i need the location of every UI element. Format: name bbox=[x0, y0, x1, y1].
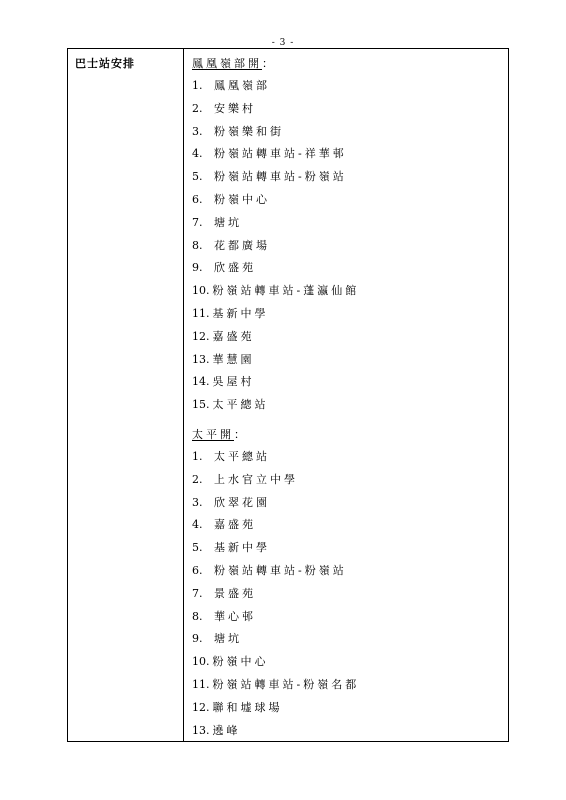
list-item bbox=[192, 326, 502, 349]
stop-number: 1. bbox=[192, 449, 203, 463]
stop-name: 欣翠花園 bbox=[214, 495, 270, 509]
stop-name: 粉嶺站轉車站-祥華邨 bbox=[214, 147, 347, 161]
stop-name: 嘉盛苑 bbox=[212, 329, 255, 343]
stop-name: 花都廣場 bbox=[214, 238, 270, 252]
stop-number: 10. bbox=[192, 284, 210, 298]
stop-name: 粉嶺中心 bbox=[214, 192, 270, 206]
stop-number: 13. bbox=[192, 723, 210, 737]
stop-number: 14. bbox=[192, 375, 210, 389]
list-item bbox=[192, 446, 502, 469]
route-list bbox=[192, 55, 502, 742]
list-item bbox=[192, 606, 502, 629]
stop-number: 9. bbox=[192, 632, 203, 646]
column-divider bbox=[183, 49, 184, 741]
stop-name: 太平總站 bbox=[214, 449, 270, 463]
stop-number: 11. bbox=[192, 677, 210, 691]
section-title-colon: ： bbox=[234, 427, 248, 441]
stop-number: 4. bbox=[192, 518, 203, 532]
stop-name: 基新中學 bbox=[212, 306, 269, 320]
stop-number: 3. bbox=[192, 495, 203, 509]
section-title-tai-ping bbox=[192, 426, 502, 443]
stop-number: 8. bbox=[192, 609, 203, 623]
section-title-fung-wong bbox=[192, 55, 502, 72]
page-number: - 3 - bbox=[271, 38, 295, 48]
stop-name: 聯和墟球場 bbox=[212, 700, 283, 714]
stop-name: 粉嶺站轉車站-蓬瀛仙館 bbox=[212, 284, 360, 298]
section-title-colon: ： bbox=[262, 57, 276, 70]
stop-name: 基新中學 bbox=[214, 541, 270, 555]
section-spacer bbox=[192, 417, 502, 426]
stop-name: 粉嶺站轉車站-粉嶺名都 bbox=[212, 677, 360, 691]
list-item bbox=[192, 189, 502, 212]
list-item bbox=[192, 75, 502, 98]
list-item bbox=[192, 394, 502, 417]
list-item bbox=[192, 674, 502, 697]
stop-name: 欣盛苑 bbox=[214, 261, 256, 275]
list-item bbox=[192, 349, 502, 372]
stop-name: 華慧園 bbox=[212, 352, 255, 366]
list-item bbox=[192, 212, 502, 235]
list-item bbox=[192, 303, 502, 326]
stop-number: 1. bbox=[192, 79, 203, 92]
list-item bbox=[192, 143, 502, 166]
row-label: 巴士站安排 bbox=[75, 57, 135, 70]
stop-name: 塘坑 bbox=[214, 215, 242, 229]
stop-name: 粉嶺中心 bbox=[212, 655, 269, 669]
stop-number: 11. bbox=[192, 306, 210, 320]
stop-number: 12. bbox=[192, 329, 210, 343]
stop-number: 15. bbox=[192, 398, 210, 412]
list-item bbox=[192, 257, 502, 280]
stop-number: 10. bbox=[192, 655, 210, 669]
stop-number: 8. bbox=[192, 238, 203, 252]
stop-name: 塘坑 bbox=[214, 632, 242, 646]
list-item bbox=[192, 492, 502, 515]
stop-number: 5. bbox=[192, 170, 203, 184]
list-item bbox=[192, 514, 502, 537]
stop-name: 粉嶺樂和街 bbox=[214, 124, 284, 138]
stop-number: 7. bbox=[192, 586, 203, 600]
stop-number: 7. bbox=[192, 215, 203, 229]
list-item bbox=[192, 697, 502, 720]
stop-number: 9. bbox=[192, 261, 203, 275]
list-item bbox=[192, 537, 502, 560]
stop-name: 遶峰 bbox=[212, 723, 241, 737]
stop-name: 粉嶺站轉車站-粉嶺站 bbox=[214, 170, 347, 184]
list-item bbox=[192, 583, 502, 606]
stop-name: 上水官立中學 bbox=[214, 472, 298, 486]
stop-name: 吳屋村 bbox=[212, 375, 255, 389]
list-item bbox=[192, 371, 502, 394]
list-item bbox=[192, 651, 502, 674]
stop-number: 4. bbox=[192, 147, 203, 161]
section-title-text: 鳳凰嶺部開 bbox=[192, 57, 262, 70]
stop-number: 5. bbox=[192, 541, 203, 555]
list-item bbox=[192, 166, 502, 189]
bus-stop-table bbox=[67, 48, 509, 742]
stop-number: 2. bbox=[192, 472, 203, 486]
stop-number: 12. bbox=[192, 700, 210, 714]
list-item bbox=[192, 720, 502, 743]
section-title-text: 太平開 bbox=[192, 427, 234, 441]
stop-name: 華心邨 bbox=[214, 609, 256, 623]
list-item bbox=[192, 98, 502, 121]
list-item bbox=[192, 560, 502, 583]
stop-number: 2. bbox=[192, 101, 203, 115]
stop-number: 13. bbox=[192, 352, 210, 366]
stop-name: 安樂村 bbox=[214, 101, 256, 115]
stop-name: 景盛苑 bbox=[214, 586, 256, 600]
list-item bbox=[192, 280, 502, 303]
list-item bbox=[192, 628, 502, 651]
stop-name: 鳳凰嶺部 bbox=[214, 79, 270, 92]
list-item bbox=[192, 469, 502, 492]
stop-number: 3. bbox=[192, 124, 203, 138]
list-item bbox=[192, 121, 502, 144]
stop-name: 太平總站 bbox=[212, 398, 269, 412]
stop-name: 粉嶺站轉車站-粉嶺站 bbox=[214, 563, 347, 577]
stop-number: 6. bbox=[192, 563, 203, 577]
stop-number: 6. bbox=[192, 192, 203, 206]
list-item bbox=[192, 235, 502, 258]
stop-name: 嘉盛苑 bbox=[214, 518, 256, 532]
